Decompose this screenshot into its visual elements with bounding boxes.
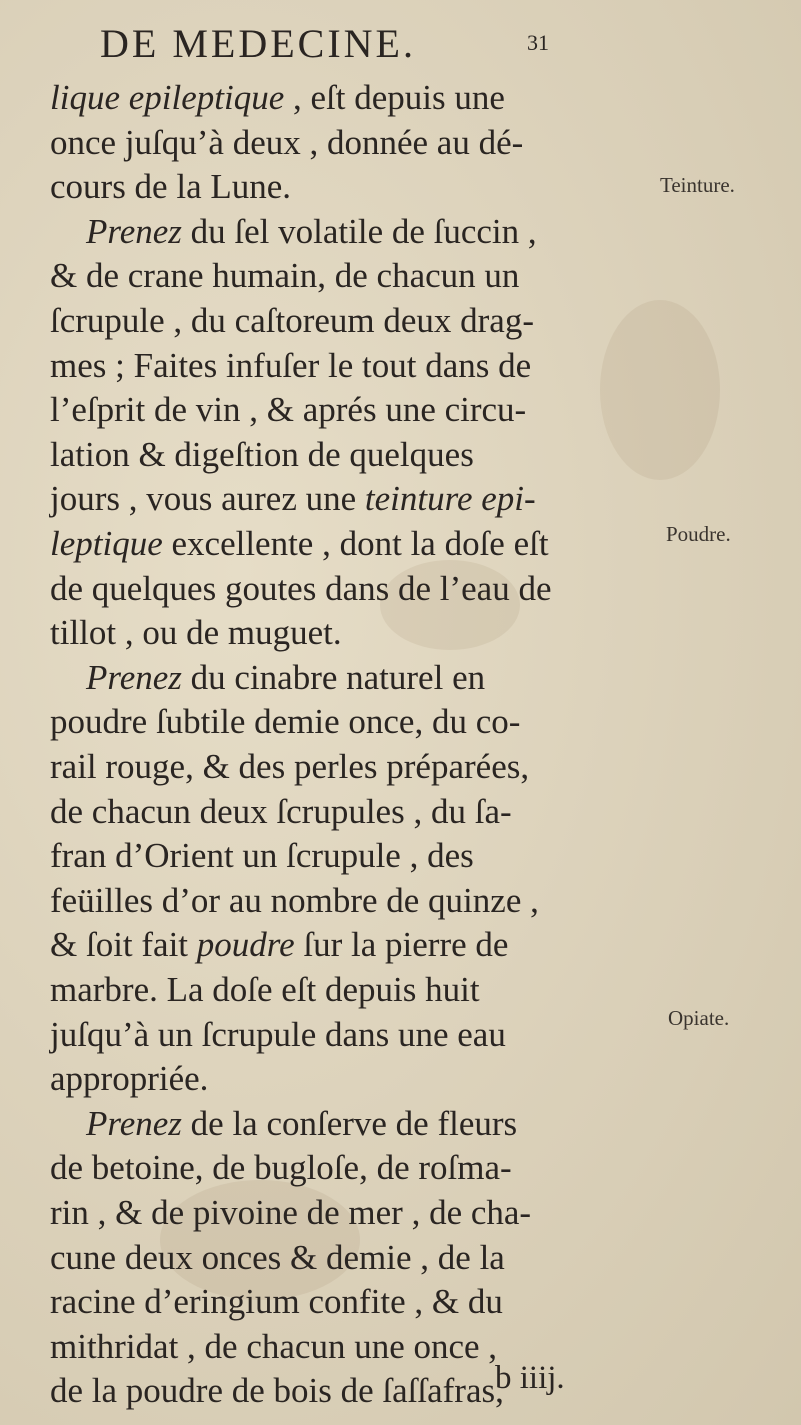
text-line — [50, 167, 291, 207]
text-line — [50, 747, 529, 787]
roman-text: de quelques goutes dans de l’eau de — [50, 568, 552, 608]
roman-text: de la poudre de bois de ſaſſafras, — [50, 1371, 504, 1411]
text-line — [50, 1059, 208, 1099]
paper-stain — [600, 300, 720, 480]
roman-text: du cinabre naturel en — [181, 657, 486, 697]
roman-text: mes ; Faites infuſer le tout dans de — [50, 345, 532, 385]
italic-text: teinture epi- — [364, 479, 536, 519]
signature-mark: b iiij. — [495, 1360, 565, 1396]
roman-text: & ſoit fait — [50, 925, 197, 965]
roman-text: & de crane humain, de chacun un — [50, 256, 520, 296]
text-line — [50, 1015, 506, 1055]
text-line — [50, 479, 536, 519]
text-line — [50, 836, 474, 876]
text-line — [50, 1148, 512, 1188]
text-line — [86, 658, 485, 698]
text-line — [50, 702, 520, 742]
roman-text: de betoine, de bugloſe, de roſma- — [50, 1148, 512, 1188]
roman-text: excellente , dont la doſe eſt — [162, 524, 549, 563]
italic-text: lique epileptique — [50, 78, 285, 117]
page-header — [0, 12, 801, 72]
italic-text: poudre — [196, 925, 295, 965]
roman-text: marbre. La doſe eſt depuis huit — [50, 970, 480, 1009]
text-line — [50, 301, 534, 341]
text-line — [86, 1104, 517, 1144]
margin-note-teinture: Teinture. — [660, 173, 735, 197]
text-line — [50, 792, 512, 832]
margin-note-opiate: Opiate. — [668, 1006, 730, 1030]
running-head: DE MEDECINE. — [100, 21, 416, 66]
italic-text: Prenez — [86, 211, 182, 251]
text-line — [50, 1371, 504, 1411]
roman-text: du ſel volatile de ſuccin , — [181, 211, 537, 251]
roman-text: cours de la Lune. — [50, 167, 292, 207]
roman-text: , eſt depuis une — [284, 78, 505, 117]
roman-text: appropriée. — [50, 1059, 209, 1099]
roman-text: tillot , ou de muguet. — [50, 613, 342, 653]
text-line — [50, 1238, 505, 1278]
text-line — [50, 925, 508, 965]
italic-text: Prenez — [86, 657, 182, 697]
roman-text: feüilles d’or au nombre de quinze , — [50, 880, 539, 920]
text-line — [50, 613, 342, 653]
text-line — [86, 212, 537, 252]
roman-text: lation & digeſtion de quelques — [50, 434, 474, 474]
roman-text: ſcrupule , du caſtoreum deux drag- — [50, 301, 534, 340]
roman-text: jours , vous aurez une — [50, 479, 365, 519]
roman-text: juſqu’à un ſcrupule dans une eau — [50, 1014, 506, 1054]
text-line — [50, 524, 549, 564]
roman-text: fran d’Orient un ſcrupule , des — [50, 836, 474, 876]
text-line — [50, 569, 552, 609]
text-line — [50, 390, 526, 430]
roman-text: rail rouge, & des perles préparées, — [50, 747, 530, 786]
roman-text: de chacun deux ſcrupules , du ſa- — [50, 791, 512, 831]
roman-text: once juſqu’à deux , donnée au dé- — [50, 122, 524, 162]
roman-text: rin , & de pivoine de mer , de cha- — [50, 1193, 532, 1232]
italic-text: Prenez — [86, 1103, 182, 1143]
roman-text: cune deux onces & demie , de la — [50, 1237, 505, 1277]
roman-text: ſur la pierre de — [294, 925, 509, 965]
page-number: 31 — [527, 30, 549, 55]
text-line — [50, 881, 539, 921]
roman-text: racine d’eringium confite , & du — [50, 1282, 503, 1322]
roman-text: de la conſerve de fleurs — [181, 1103, 518, 1143]
text-line — [50, 123, 523, 163]
text-line — [50, 970, 480, 1010]
text-line — [50, 435, 474, 475]
text-line — [50, 78, 505, 118]
text-line — [50, 1193, 531, 1233]
roman-text: poudre ſubtile demie once, du co- — [50, 702, 521, 742]
text-line — [50, 1327, 497, 1367]
text-line — [50, 256, 519, 296]
text-line — [50, 1282, 503, 1322]
roman-text: mithridat , de chacun une once , — [50, 1326, 498, 1366]
margin-note-poudre: Poudre. — [666, 522, 731, 546]
roman-text: l’eſprit de vin , & aprés une circu- — [50, 390, 527, 430]
text-line — [50, 346, 531, 386]
italic-text: leptique — [50, 524, 163, 563]
